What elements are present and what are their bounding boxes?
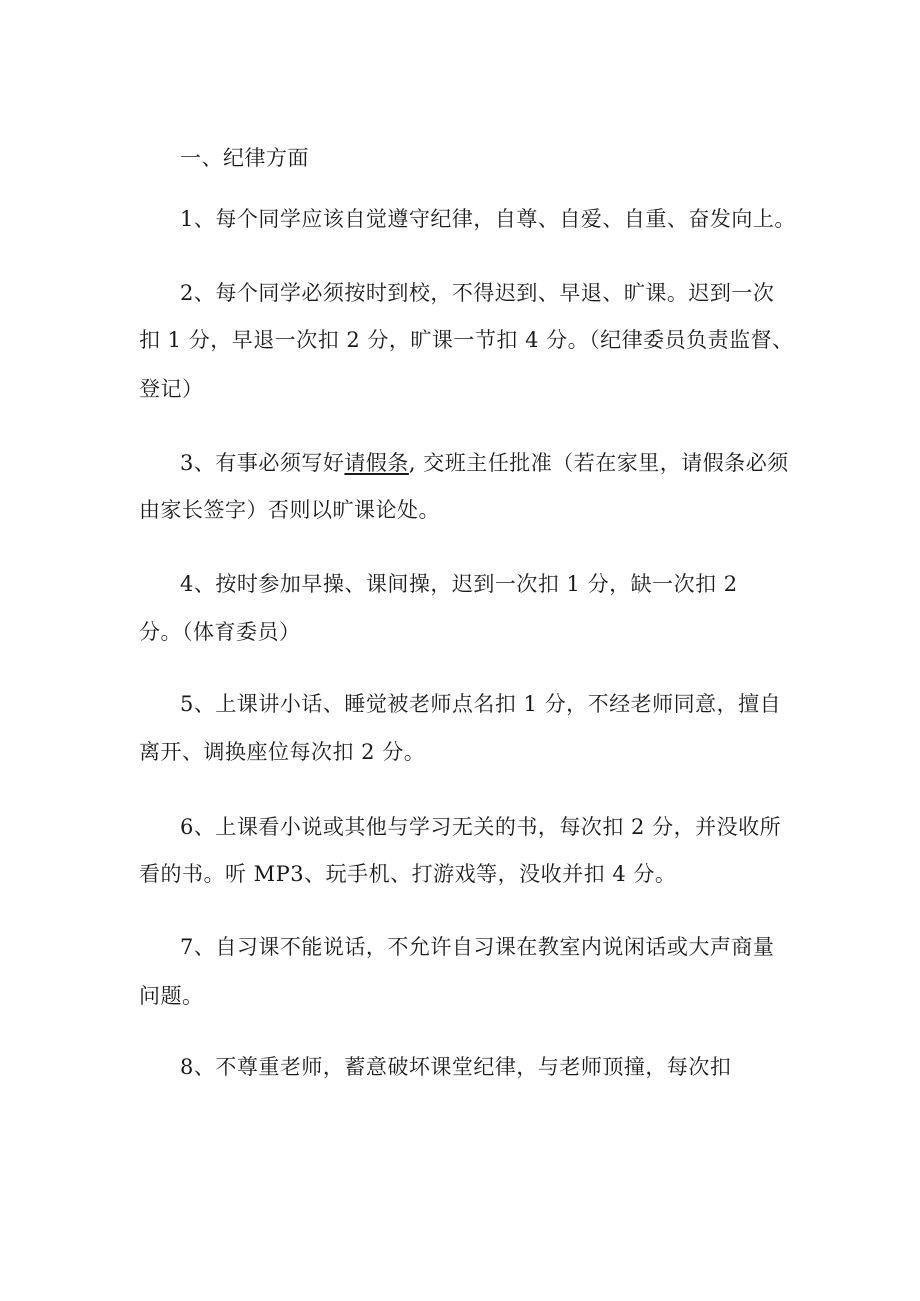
rule-6-line-1: 6、上课看小说或其他与学习无关的书，每次扣 2 分，并没收所: [180, 815, 782, 839]
rule-4-line-1: 4、按时参加早操、课间操，迟到一次扣 1 分，缺一次扣 2: [180, 572, 738, 596]
rule-1-line-1: 1、每个同学应该自觉遵守纪律，自尊、自爱、自重、奋发向上。: [180, 207, 796, 231]
rule-5-line-1: 5、上课讲小话、睡觉被老师点名扣 1 分，不经老师同意，擅自: [180, 692, 782, 716]
rule-4-line-2: 分。（体育委员）: [139, 620, 301, 644]
rule-2-line-2: 扣 1 分，早退一次扣 2 分，旷课一节扣 4 分。（纪律委员负责监督、: [139, 328, 794, 352]
rule-2-line-1: 2、每个同学必须按时到校，不得迟到、早退、旷课。迟到一次: [180, 281, 775, 305]
rule-3-text-before: 3、有事必须写好: [180, 451, 345, 475]
rule-7-line-2: 问题。: [139, 984, 204, 1008]
rule-7-line-1: 7、自习课不能说话，不允许自习课在教室内说闲话或大声商量: [180, 935, 775, 959]
leave-slip-link[interactable]: 请假条: [344, 451, 409, 475]
rule-3-line-1: [180, 449, 789, 477]
rule-3-line-2: 由家长签字）否则以旷课论处。: [139, 498, 440, 522]
rule-8-line-1: 8、不尊重老师，蓄意破坏课堂纪律，与老师顶撞，每次扣: [180, 1055, 732, 1079]
rule-6-line-2: 看的书。听 MP3、玩手机、打游戏等，没收并扣 4 分。: [139, 862, 677, 886]
rule-5-line-2: 离开、调换座位每次扣 2 分。: [139, 740, 426, 764]
rule-2-line-3: 登记）: [139, 377, 204, 401]
rule-3-text-after: , 交班主任批准（若在家里，请假条必须: [408, 451, 789, 475]
section-heading: 一、纪律方面: [180, 146, 309, 170]
